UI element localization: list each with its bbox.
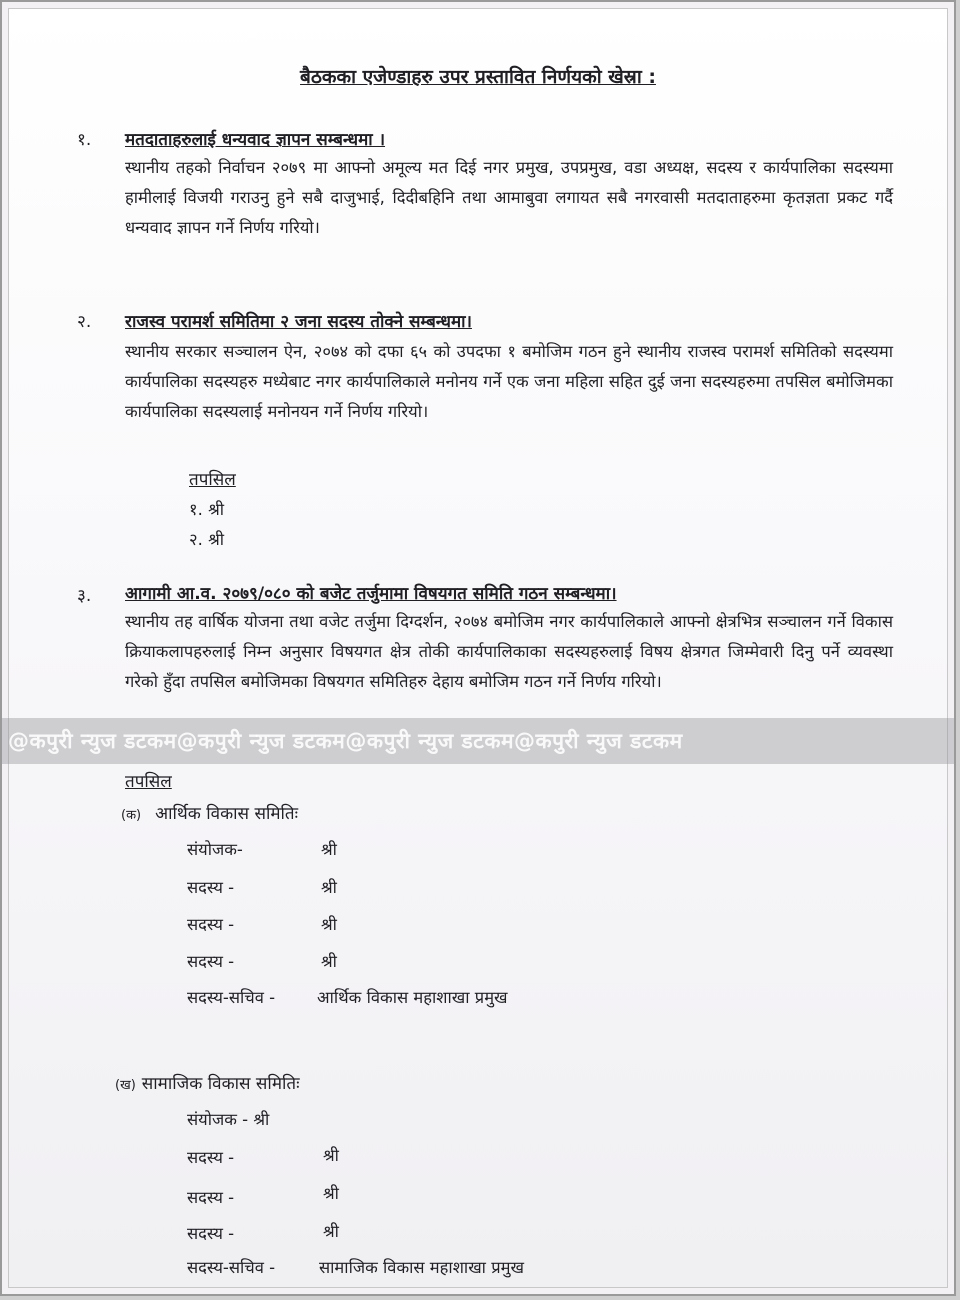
committee-ka-secretary-value: आर्थिक विकास महाशाखा प्रमुख [317,988,508,1007]
agenda-2-number: २. [77,312,92,332]
committee-ka-heading [121,801,298,824]
committee-ka-name: आर्थिक विकास समितिः [155,804,299,824]
committee-ka-role: सदस्य - [187,952,235,971]
document-page [8,8,948,1288]
agenda-1-heading: मतदाताहरुलाई धन्यवाद ज्ञापन सम्बन्धमा । [125,130,386,150]
agenda-2-body: स्थानीय सरकार सञ्चालन ऐन, २०७४ को दफा ६५ को उपदफा १ बमोजिम गठन हुने स्थानीय राजस्व परामर्श समितिको सदस्यमा कार्यपालिका सदस्यहरु मध्येबाट नगर कार्यपालिकाले मनोनय गर्ने एक जना महिला सहित दुई जना सदस्यहरुमा तपसिल बमोजिमका कार्यपालिका सदस्यलाई मनोनयन गर्ने निर्णय गरियो। [125,342,893,421]
agenda-1-body: स्थानीय तहको निर्वाचन २०७९ मा आफ्नो अमूल्य मत दिई नगर प्रमुख, उपप्रमुख, वडा अध्यक्ष, सदस्य र कार्यपालिका सदस्यमा हामीलाई विजयी गराउनु हुने सबै दाजुभाई, दिदीबहिनि तथा आमाबुवा लगायत सबै नगरवासी मतदाताहरुमा कृतज्ञता प्रकट गर्दै धन्यवाद ज्ञापन गर्ने निर्णय गरियो। [125,158,893,237]
watermark-banner: @कपुरी न्युज डटकम@कपुरी न्युज डटकम@कपुरी न्युज डटकम@कपुरी न्युज डटकम [2,718,954,764]
agenda-1-number: १. [77,130,92,150]
committee-ka-value: श्री [321,840,337,859]
committee-ka-value: श्री [321,915,337,934]
agenda-2-list-label: तपसिल [189,470,236,490]
committee-kha-value: श्री [323,1222,339,1241]
committee-kha-role: सदस्य - [187,1148,235,1167]
committee-ka-value: श्री [321,952,337,971]
agenda-3-number: ३. [77,586,92,606]
committee-kha-role: सदस्य - [187,1224,235,1243]
committee-kha-value: श्री [323,1146,339,1165]
committee-kha-role: संयोजक - श्री [187,1110,270,1129]
agenda-2-heading: राजस्व परामर्श समितिमा २ जना सदस्य तोक्ने सम्बन्धमा। [125,312,472,332]
committee-kha-name: सामाजिक विकास समितिः [141,1074,300,1094]
committee-ka-role: संयोजक- [187,840,243,859]
committee-kha-heading [115,1071,300,1094]
committee-kha-secretary-value: सामाजिक विकास महाशाखा प्रमुख [319,1258,524,1277]
committee-ka-value: श्री [321,878,337,897]
agenda-2-list-item: २. श्री [189,530,225,549]
agenda-2-list-item: १. श्री [189,500,225,519]
agenda-3-heading: आगामी आ.व. २०७९/०८० को बजेट तर्जुमामा विषयगत समिति गठन सम्बन्धमा। [125,584,617,604]
committee-ka-role: सदस्य - [187,878,235,897]
committee-kha-secretary-role: सदस्य-सचिव - [187,1258,276,1277]
committee-ka-secretary-role: सदस्य-सचिव - [187,988,276,1007]
committee-kha-mark: (ख) [115,1078,136,1093]
agenda-3-body: स्थानीय तह वार्षिक योजना तथा वजेट तर्जुमा दिग्दर्शन, २०७४ बमोजिम नगर कार्यपालिकाले आफ्नो क्षेत्रभित्र सञ्चालन गर्ने विकास क्रियाकलापहरुलाई निम्न अनुसार विषयगत क्षेत्र तोकी कार्यपालिकाका सदस्यहरुलाई विषय क्षेत्रगत जिम्मेवारी दिनु पर्ने व्यवस्था गरेको हुँदा तपसिल बमोजिमका विषयगत समितिहरु देहाय बमोजिम गठन गर्ने निर्णय गरियो। [125,612,893,691]
agenda-3-list-label: तपसिल [125,772,172,792]
document-title: बैठकका एजेण्डाहरु उपर प्रस्तावित निर्णयको खेस्रा : [300,66,656,88]
committee-ka-mark: (क) [121,808,142,823]
committee-kha-value: श्री [323,1184,339,1203]
committee-ka-role: सदस्य - [187,915,235,934]
committee-kha-role: सदस्य - [187,1188,235,1207]
